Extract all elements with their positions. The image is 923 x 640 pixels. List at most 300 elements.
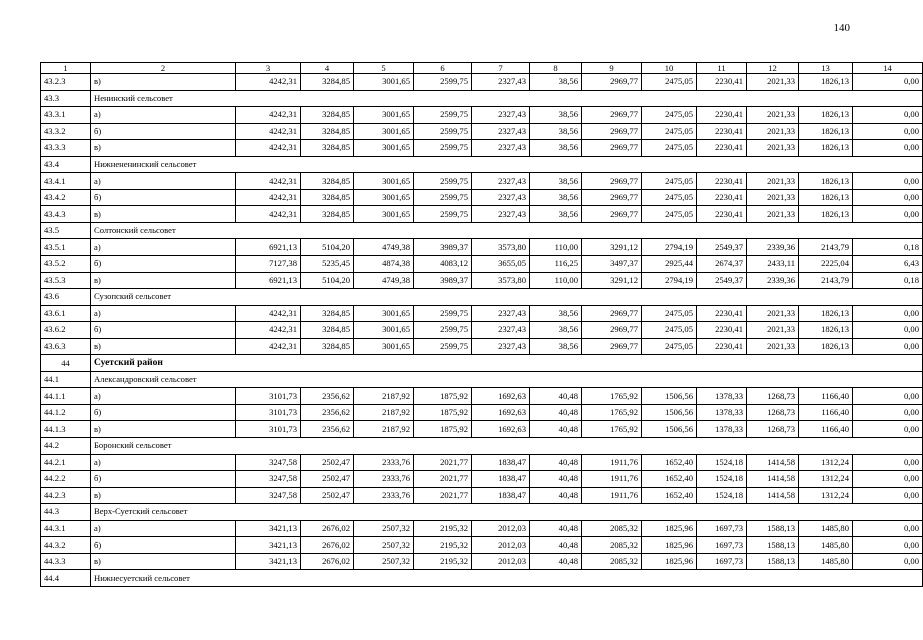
value-cell: 3247,58 <box>236 471 301 488</box>
column-number-header: 4 <box>301 63 354 74</box>
row-label: в) <box>91 553 236 570</box>
value-cell: 1414,58 <box>747 487 799 504</box>
value-cell: 40,48 <box>530 421 582 438</box>
section-row <box>41 156 923 173</box>
value-cell: 2230,41 <box>697 206 747 223</box>
value-cell: 3573,80 <box>472 239 530 256</box>
table-row <box>41 537 923 554</box>
value-cell: 3101,73 <box>236 404 301 421</box>
value-cell: 0,00 <box>853 305 923 322</box>
value-cell: 2230,41 <box>697 107 747 124</box>
value-cell: 1838,47 <box>472 487 530 504</box>
value-cell: 4242,31 <box>236 140 301 157</box>
table-row <box>41 239 923 256</box>
value-cell: 1826,13 <box>799 123 853 140</box>
value-cell: 2794,19 <box>642 239 697 256</box>
value-cell: 4749,38 <box>354 272 414 289</box>
value-cell: 2475,05 <box>642 322 697 339</box>
value-cell: 2327,43 <box>472 305 530 322</box>
value-cell: 6,43 <box>853 256 923 273</box>
value-cell: 1166,40 <box>799 421 853 438</box>
value-cell: 2969,77 <box>582 338 642 355</box>
value-cell: 2230,41 <box>697 173 747 190</box>
section-row <box>41 504 923 521</box>
value-cell: 2230,41 <box>697 189 747 206</box>
value-cell: 3284,85 <box>301 123 354 140</box>
value-cell: 38,56 <box>530 140 582 157</box>
value-cell: 2085,32 <box>582 537 642 554</box>
table-row <box>41 520 923 537</box>
value-cell: 2356,62 <box>301 421 354 438</box>
value-cell: 0,00 <box>853 553 923 570</box>
value-cell: 1414,58 <box>747 471 799 488</box>
value-cell: 2327,43 <box>472 107 530 124</box>
row-code: 44.3 <box>41 504 91 521</box>
value-cell: 3989,37 <box>414 272 472 289</box>
value-cell: 1875,92 <box>414 421 472 438</box>
value-cell: 6921,13 <box>236 272 301 289</box>
value-cell: 0,00 <box>853 388 923 405</box>
value-cell: 2230,41 <box>697 305 747 322</box>
value-cell: 2507,32 <box>354 520 414 537</box>
value-cell: 1875,92 <box>414 404 472 421</box>
value-cell: 0,18 <box>853 239 923 256</box>
value-cell: 3284,85 <box>301 338 354 355</box>
row-code: 44.3.1 <box>41 520 91 537</box>
value-cell: 2969,77 <box>582 189 642 206</box>
value-cell: 1485,80 <box>799 520 853 537</box>
value-cell: 1588,13 <box>747 537 799 554</box>
section-row <box>41 371 923 388</box>
value-cell: 1268,73 <box>747 404 799 421</box>
value-cell: 2925,44 <box>642 256 697 273</box>
row-code: 44.1.3 <box>41 421 91 438</box>
value-cell: 2969,77 <box>582 173 642 190</box>
column-number-header: 10 <box>642 63 697 74</box>
value-cell: 0,00 <box>853 206 923 223</box>
table-row <box>41 404 923 421</box>
value-cell: 1485,80 <box>799 553 853 570</box>
section-row <box>41 355 923 372</box>
value-cell: 4242,31 <box>236 338 301 355</box>
value-cell: 110,00 <box>530 239 582 256</box>
value-cell: 0,00 <box>853 123 923 140</box>
value-cell: 40,48 <box>530 471 582 488</box>
value-cell: 1875,92 <box>414 388 472 405</box>
column-number-header: 12 <box>747 63 799 74</box>
value-cell: 0,18 <box>853 272 923 289</box>
value-cell: 1378,33 <box>697 404 747 421</box>
value-cell: 2187,92 <box>354 388 414 405</box>
value-cell: 1826,13 <box>799 107 853 124</box>
value-cell: 1588,13 <box>747 520 799 537</box>
value-cell: 2327,43 <box>472 74 530 91</box>
value-cell: 1826,13 <box>799 74 853 91</box>
value-cell: 2969,77 <box>582 74 642 91</box>
column-number-header: 3 <box>236 63 301 74</box>
value-cell: 1911,76 <box>582 454 642 471</box>
table-row <box>41 123 923 140</box>
section-row <box>41 289 923 306</box>
council-title: Ненинский сельсовет <box>91 90 923 107</box>
value-cell: 1765,92 <box>582 388 642 405</box>
value-cell: 2143,79 <box>799 272 853 289</box>
section-row <box>41 90 923 107</box>
row-code: 43.4.3 <box>41 206 91 223</box>
value-cell: 1692,63 <box>472 421 530 438</box>
value-cell: 2327,43 <box>472 123 530 140</box>
value-cell: 2969,77 <box>582 107 642 124</box>
value-cell: 2475,05 <box>642 107 697 124</box>
row-code: 43.6.2 <box>41 322 91 339</box>
row-code: 43.5.3 <box>41 272 91 289</box>
value-cell: 1588,13 <box>747 553 799 570</box>
value-cell: 2674,37 <box>697 256 747 273</box>
value-cell: 2339,36 <box>747 272 799 289</box>
column-number-header: 6 <box>414 63 472 74</box>
value-cell: 3001,65 <box>354 140 414 157</box>
value-cell: 1697,73 <box>697 537 747 554</box>
value-cell: 1697,73 <box>697 520 747 537</box>
value-cell: 3291,12 <box>582 272 642 289</box>
value-cell: 2599,75 <box>414 338 472 355</box>
value-cell: 2333,76 <box>354 454 414 471</box>
value-cell: 0,00 <box>853 140 923 157</box>
row-code: 44.4 <box>41 570 91 587</box>
value-cell: 2356,62 <box>301 388 354 405</box>
value-cell: 1825,96 <box>642 537 697 554</box>
value-cell: 4242,31 <box>236 107 301 124</box>
value-cell: 2021,33 <box>747 322 799 339</box>
row-code: 44.1.2 <box>41 404 91 421</box>
value-cell: 3001,65 <box>354 338 414 355</box>
value-cell: 40,48 <box>530 404 582 421</box>
row-label: б) <box>91 471 236 488</box>
value-cell: 3001,65 <box>354 189 414 206</box>
table-row <box>41 206 923 223</box>
table-row <box>41 189 923 206</box>
value-cell: 3001,65 <box>354 107 414 124</box>
value-cell: 2969,77 <box>582 206 642 223</box>
value-cell: 2475,05 <box>642 189 697 206</box>
value-cell: 3421,13 <box>236 537 301 554</box>
value-cell: 2021,33 <box>747 107 799 124</box>
value-cell: 1524,18 <box>697 471 747 488</box>
value-cell: 2021,33 <box>747 338 799 355</box>
table-row <box>41 140 923 157</box>
row-code: 44.1 <box>41 371 91 388</box>
value-cell: 40,48 <box>530 388 582 405</box>
district-title: Суетский район <box>91 355 923 372</box>
value-cell: 1765,92 <box>582 421 642 438</box>
value-cell: 0,00 <box>853 189 923 206</box>
table-row <box>41 553 923 570</box>
value-cell: 2475,05 <box>642 338 697 355</box>
value-cell: 0,00 <box>853 173 923 190</box>
council-title: Солтонский сельсовет <box>91 222 923 239</box>
value-cell: 1765,92 <box>582 404 642 421</box>
table-row <box>41 471 923 488</box>
table-row <box>41 388 923 405</box>
value-cell: 2021,77 <box>414 487 472 504</box>
value-cell: 2085,32 <box>582 553 642 570</box>
value-cell: 2475,05 <box>642 305 697 322</box>
value-cell: 3573,80 <box>472 272 530 289</box>
value-cell: 40,48 <box>530 454 582 471</box>
value-cell: 0,00 <box>853 404 923 421</box>
value-cell: 2021,33 <box>747 173 799 190</box>
row-label: а) <box>91 388 236 405</box>
value-cell: 2327,43 <box>472 189 530 206</box>
value-cell: 2475,05 <box>642 206 697 223</box>
value-cell: 0,00 <box>853 107 923 124</box>
row-label: в) <box>91 140 236 157</box>
value-cell: 1692,63 <box>472 388 530 405</box>
value-cell: 1506,56 <box>642 388 697 405</box>
value-cell: 1697,73 <box>697 553 747 570</box>
value-cell: 2475,05 <box>642 123 697 140</box>
value-cell: 2599,75 <box>414 305 472 322</box>
column-number-header: 13 <box>799 63 853 74</box>
value-cell: 2021,33 <box>747 140 799 157</box>
row-code: 43.3.3 <box>41 140 91 157</box>
row-code: 43.4.1 <box>41 173 91 190</box>
value-cell: 3101,73 <box>236 388 301 405</box>
value-cell: 2195,32 <box>414 520 472 537</box>
value-cell: 1838,47 <box>472 471 530 488</box>
value-cell: 3001,65 <box>354 123 414 140</box>
row-label: в) <box>91 74 236 91</box>
value-cell: 4242,31 <box>236 123 301 140</box>
row-code: 43.5.2 <box>41 256 91 273</box>
value-cell: 1826,13 <box>799 305 853 322</box>
value-cell: 2012,03 <box>472 537 530 554</box>
value-cell: 2143,79 <box>799 239 853 256</box>
value-cell: 2502,47 <box>301 487 354 504</box>
value-cell: 38,56 <box>530 74 582 91</box>
value-cell: 38,56 <box>530 206 582 223</box>
value-cell: 0,00 <box>853 471 923 488</box>
value-cell: 2599,75 <box>414 322 472 339</box>
row-label: б) <box>91 404 236 421</box>
value-cell: 3247,58 <box>236 454 301 471</box>
value-cell: 1524,18 <box>697 487 747 504</box>
value-cell: 3497,37 <box>582 256 642 273</box>
tariff-table <box>40 62 923 587</box>
column-number-header: 11 <box>697 63 747 74</box>
row-code: 43.3.1 <box>41 107 91 124</box>
row-code: 43.6 <box>41 289 91 306</box>
value-cell: 2549,37 <box>697 239 747 256</box>
value-cell: 2969,77 <box>582 140 642 157</box>
column-number-header: 8 <box>530 63 582 74</box>
value-cell: 2599,75 <box>414 107 472 124</box>
value-cell: 38,56 <box>530 173 582 190</box>
value-cell: 1838,47 <box>472 454 530 471</box>
row-label: б) <box>91 322 236 339</box>
value-cell: 0,00 <box>853 487 923 504</box>
value-cell: 4242,31 <box>236 189 301 206</box>
row-code: 44.3.2 <box>41 537 91 554</box>
value-cell: 40,48 <box>530 553 582 570</box>
table-body <box>41 74 923 587</box>
value-cell: 38,56 <box>530 322 582 339</box>
value-cell: 2021,33 <box>747 305 799 322</box>
value-cell: 1485,80 <box>799 537 853 554</box>
value-cell: 3291,12 <box>582 239 642 256</box>
value-cell: 3001,65 <box>354 74 414 91</box>
section-row <box>41 222 923 239</box>
value-cell: 0,00 <box>853 322 923 339</box>
value-cell: 1826,13 <box>799 338 853 355</box>
value-cell: 2333,76 <box>354 487 414 504</box>
value-cell: 4242,31 <box>236 173 301 190</box>
column-number-row <box>41 63 923 74</box>
value-cell: 1414,58 <box>747 454 799 471</box>
value-cell: 7127,38 <box>236 256 301 273</box>
value-cell: 40,48 <box>530 537 582 554</box>
row-code: 43.3.2 <box>41 123 91 140</box>
value-cell: 2549,37 <box>697 272 747 289</box>
value-cell: 1825,96 <box>642 520 697 537</box>
value-cell: 2195,32 <box>414 537 472 554</box>
value-cell: 1825,96 <box>642 553 697 570</box>
value-cell: 2502,47 <box>301 454 354 471</box>
section-row <box>41 438 923 455</box>
value-cell: 4242,31 <box>236 206 301 223</box>
value-cell: 2012,03 <box>472 553 530 570</box>
table-row <box>41 338 923 355</box>
value-cell: 3001,65 <box>354 305 414 322</box>
value-cell: 3655,05 <box>472 256 530 273</box>
value-cell: 3284,85 <box>301 322 354 339</box>
row-label: а) <box>91 520 236 537</box>
value-cell: 4242,31 <box>236 305 301 322</box>
value-cell: 2433,11 <box>747 256 799 273</box>
value-cell: 0,00 <box>853 520 923 537</box>
value-cell: 2507,32 <box>354 537 414 554</box>
value-cell: 1268,73 <box>747 421 799 438</box>
value-cell: 2327,43 <box>472 338 530 355</box>
value-cell: 2021,33 <box>747 206 799 223</box>
row-code: 44.2.1 <box>41 454 91 471</box>
value-cell: 0,00 <box>853 454 923 471</box>
value-cell: 1652,40 <box>642 471 697 488</box>
value-cell: 3989,37 <box>414 239 472 256</box>
row-label: в) <box>91 272 236 289</box>
section-row <box>41 570 923 587</box>
value-cell: 2676,02 <box>301 553 354 570</box>
value-cell: 2794,19 <box>642 272 697 289</box>
row-label: в) <box>91 421 236 438</box>
value-cell: 1312,24 <box>799 487 853 504</box>
value-cell: 38,56 <box>530 189 582 206</box>
row-code: 44.3.3 <box>41 553 91 570</box>
table-row <box>41 421 923 438</box>
column-number-header: 14 <box>853 63 923 74</box>
column-number-header: 7 <box>472 63 530 74</box>
row-label: а) <box>91 107 236 124</box>
council-title: Сузопский сельсовет <box>91 289 923 306</box>
value-cell: 2599,75 <box>414 206 472 223</box>
row-label: б) <box>91 123 236 140</box>
table-row <box>41 107 923 124</box>
row-label: в) <box>91 206 236 223</box>
row-code: 44 <box>41 355 91 372</box>
council-title: Нижнесуетский сельсовет <box>91 570 923 587</box>
value-cell: 1911,76 <box>582 471 642 488</box>
value-cell: 38,56 <box>530 305 582 322</box>
council-title: Боронский сельсовет <box>91 438 923 455</box>
row-code: 43.5 <box>41 222 91 239</box>
value-cell: 3284,85 <box>301 74 354 91</box>
value-cell: 2507,32 <box>354 553 414 570</box>
value-cell: 2021,33 <box>747 123 799 140</box>
value-cell: 3001,65 <box>354 173 414 190</box>
value-cell: 3101,73 <box>236 421 301 438</box>
value-cell: 2333,76 <box>354 471 414 488</box>
value-cell: 4083,12 <box>414 256 472 273</box>
row-code: 43.6.1 <box>41 305 91 322</box>
value-cell: 3284,85 <box>301 189 354 206</box>
row-code: 43.2.3 <box>41 74 91 91</box>
value-cell: 1268,73 <box>747 388 799 405</box>
value-cell: 1652,40 <box>642 454 697 471</box>
value-cell: 2187,92 <box>354 421 414 438</box>
value-cell: 2187,92 <box>354 404 414 421</box>
value-cell: 2230,41 <box>697 338 747 355</box>
column-number-header: 1 <box>41 63 91 74</box>
value-cell: 2021,77 <box>414 471 472 488</box>
value-cell: 0,00 <box>853 537 923 554</box>
value-cell: 1378,33 <box>697 388 747 405</box>
column-number-header: 9 <box>582 63 642 74</box>
value-cell: 2230,41 <box>697 322 747 339</box>
row-label: а) <box>91 305 236 322</box>
council-title: Верх-Суетский сельсовет <box>91 504 923 521</box>
value-cell: 2195,32 <box>414 553 472 570</box>
value-cell: 1378,33 <box>697 421 747 438</box>
value-cell: 5235,45 <box>301 256 354 273</box>
row-code: 44.1.1 <box>41 388 91 405</box>
row-label: б) <box>91 189 236 206</box>
value-cell: 6921,13 <box>236 239 301 256</box>
table-row <box>41 272 923 289</box>
row-label: а) <box>91 239 236 256</box>
value-cell: 3421,13 <box>236 553 301 570</box>
value-cell: 2021,33 <box>747 74 799 91</box>
value-cell: 2599,75 <box>414 173 472 190</box>
value-cell: 3284,85 <box>301 173 354 190</box>
value-cell: 40,48 <box>530 487 582 504</box>
value-cell: 4749,38 <box>354 239 414 256</box>
value-cell: 116,25 <box>530 256 582 273</box>
value-cell: 1826,13 <box>799 140 853 157</box>
column-number-header: 2 <box>91 63 236 74</box>
value-cell: 0,00 <box>853 74 923 91</box>
value-cell: 4242,31 <box>236 322 301 339</box>
table-row <box>41 173 923 190</box>
row-code: 43.4 <box>41 156 91 173</box>
value-cell: 2327,43 <box>472 322 530 339</box>
value-cell: 2969,77 <box>582 322 642 339</box>
row-code: 44.2.3 <box>41 487 91 504</box>
table-row <box>41 322 923 339</box>
value-cell: 2599,75 <box>414 140 472 157</box>
value-cell: 3001,65 <box>354 206 414 223</box>
value-cell: 2327,43 <box>472 206 530 223</box>
value-cell: 2012,03 <box>472 520 530 537</box>
